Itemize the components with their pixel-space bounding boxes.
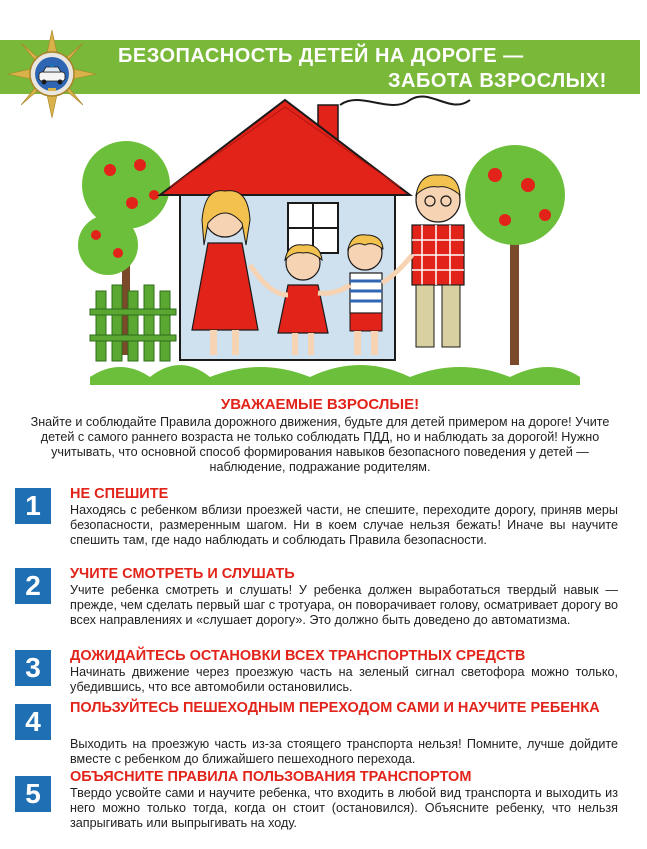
header-title-line1: БЕЗОПАСНОСТЬ ДЕТЕЙ НА ДОРОГЕ —	[118, 45, 524, 67]
section-title-4: ПОЛЬЗУЙТЕСЬ ПЕШЕХОДНЫМ ПЕРЕХОДОМ САМИ И НАУЧИТЕ РЕБЕНКА	[70, 700, 600, 716]
section-number-1: 1	[15, 488, 51, 524]
family-house-illustration	[60, 95, 600, 390]
section-text-3: Начинать движение через проезжую часть на зеленый сигнал светофора можно только, убедившись, что все автомобили остановились.	[70, 665, 618, 695]
section-text-2: Учите ребенка смотреть и слушать! У ребенка должен выработаться твердый навык — прежде, чем сделать первый шаг с тротуара, он поворачивает голову, осматривает дорогу во всех направлениях и «слушает дорогу». Это должно быть доведено до автоматизма.	[70, 583, 618, 628]
section-text-4: Выходить на проезжую часть из-за стоящего транспорта нельзя! Помните, лучше дойдите вместе с ребенком до ближайшего пешеходного перехода.	[70, 737, 618, 767]
section-text-5: Твердо усвойте сами и научите ребенка, что входить в любой вид транспорта и выходить из него можно только тогда, когда он стоит (остановился). Объясните ребенку, что нельзя запрыгивать или выпрыгивать на ходу.	[70, 786, 618, 831]
intro-text: Знайте и соблюдайте Правила дорожного движения, будьте для детей примером на дороге! Учите детей с самого раннего возраста не только соблюдать ПДД, но и наблюдать за дорогой! Нужно учитывать, что основной способ формирования навыков безопасного поведения у детей — наблюдение, подражание родителям.	[30, 415, 610, 474]
section-title-1: НЕ СПЕШИТЕ	[70, 486, 169, 502]
header-title-line2: ЗАБОТА ВЗРОСЛЫХ!	[388, 70, 607, 92]
section-title-2: УЧИТЕ СМОТРЕТЬ И СЛУШАТЬ	[70, 566, 295, 582]
section-number-3: 3	[15, 650, 51, 686]
section-text-1: Находясь с ребенком вблизи проезжей части, не спешите, переходите дорогу, приняв меры безопасности, размеренным шагом. Ни в коем случае нельзя бежать! Иначе вы научите спешить там, где надо наблюдать и соблюдать Правила безопасности.	[70, 503, 618, 548]
section-number-2: 2	[15, 568, 51, 604]
section-title-5: ОБЪЯСНИТЕ ПРАВИЛА ПОЛЬЗОВАНИЯ ТРАНСПОРТОМ	[70, 769, 472, 785]
intro-title: УВАЖАЕМЫЕ ВЗРОСЛЫЕ!	[220, 396, 420, 413]
section-number-4: 4	[15, 704, 51, 740]
section-number-5: 5	[15, 776, 51, 812]
section-title-3: ДОЖИДАЙТЕСЬ ОСТАНОВКИ ВСЕХ ТРАНСПОРТНЫХ СРЕДСТВ	[70, 648, 526, 664]
